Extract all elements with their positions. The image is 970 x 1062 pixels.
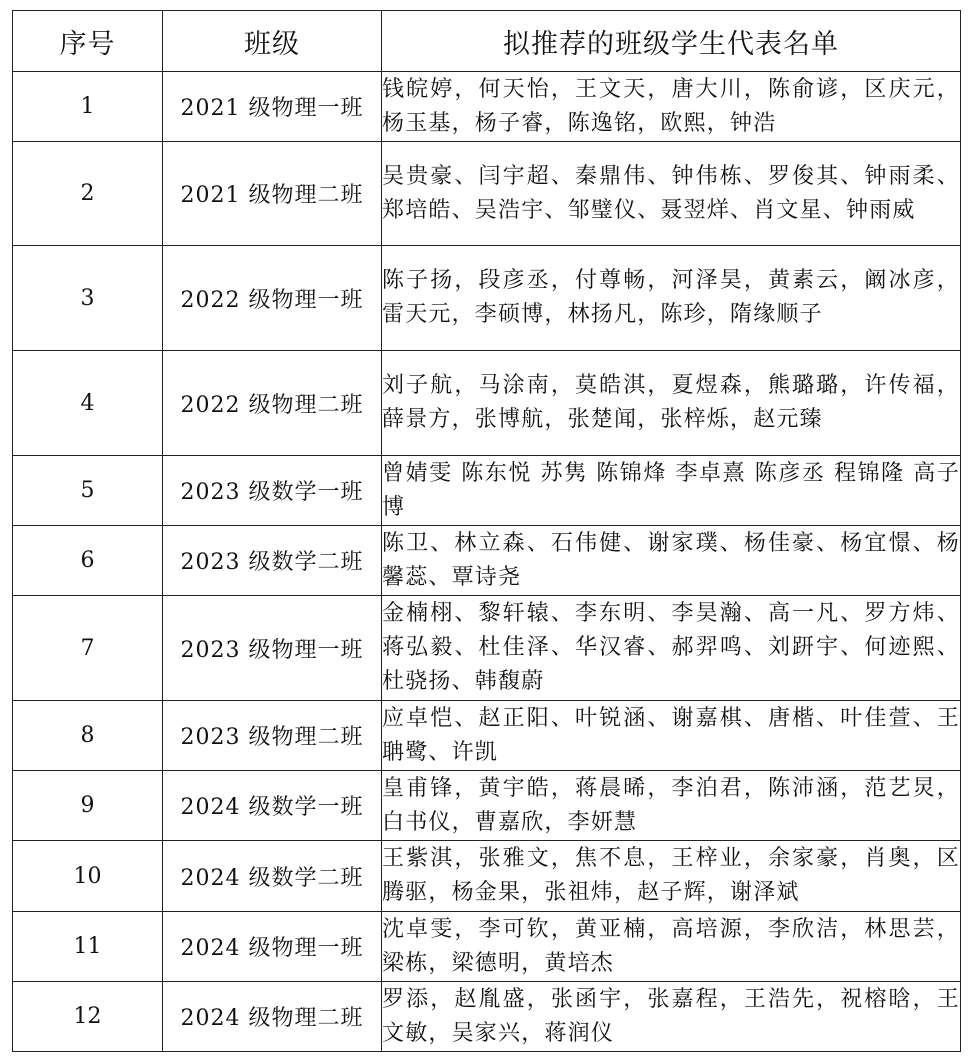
row-number: 6 [13,526,163,596]
table-row [13,982,961,1052]
table-row [13,526,961,596]
table-row [13,771,961,841]
table-row [13,246,961,351]
row-class: 2023 级物理二班 [163,701,382,771]
row-names: 曾婧雯 陈东悦 苏隽 陈锦烽 李卓熹 陈彦丞 程锦隆 高子博 [382,456,961,526]
row-class: 2024 级物理二班 [163,982,382,1052]
row-class: 2024 级数学一班 [163,771,382,841]
student-representatives-table [12,10,961,1052]
row-number: 8 [13,701,163,771]
table-row [13,912,961,982]
row-class: 2021 级物理二班 [163,142,382,246]
row-number: 7 [13,596,163,701]
row-names: 金楠栩、黎轩辕、李东明、李昊瀚、高一凡、罗方炜、蒋弘毅、杜佳泽、华汉睿、郝羿鸣、刘趼宇、何迹熙、杜骁扬、韩馥蔚 [382,596,961,701]
row-class: 2023 级物理一班 [163,596,382,701]
header-class: 班级 [163,11,382,72]
row-class: 2022 级物理二班 [163,351,382,456]
row-names: 皇甫锋，黄宇皓，蒋晨晞，李泊君，陈沛涵，范艺炅，白书仪，曹嘉欣，李妍慧 [382,771,961,841]
row-class: 2023 级数学一班 [163,456,382,526]
row-names: 陈子扬，段彦丞，付尊畅，河泽昊，黄素云，阚冰彦，雷天元，李硕博，林扬凡，陈珍，隋缘顺子 [382,246,961,351]
row-number: 2 [13,142,163,246]
row-number: 4 [13,351,163,456]
row-number: 3 [13,246,163,351]
table-row [13,841,961,912]
row-number: 1 [13,72,163,142]
row-number: 12 [13,982,163,1052]
header-recommended-names: 拟推荐的班级学生代表名单 [382,11,961,72]
row-names: 刘子航，马涂南，莫皓淇，夏煜森，熊璐璐，许传福，薛景方，张博航，张楚闻，张梓烁，赵元臻 [382,351,961,456]
row-names: 罗添，赵胤盛，张函宇，张嘉程，王浩先，祝榕晗，王文敏，吴家兴，蒋润仪 [382,982,961,1052]
table-row [13,72,961,142]
row-class: 2023 级数学二班 [163,526,382,596]
table-row [13,142,961,246]
row-number: 10 [13,841,163,912]
table-row [13,351,961,456]
row-class: 2024 级物理一班 [163,912,382,982]
row-number: 5 [13,456,163,526]
row-names: 应卓恺、赵正阳、叶锐涵、谢嘉棋、唐楷、叶佳萱、王聃鹭、许凯 [382,701,961,771]
table-row [13,701,961,771]
row-class: 2024 级数学二班 [163,841,382,912]
row-number: 9 [13,771,163,841]
table-row [13,596,961,701]
row-names: 陈卫、林立森、石伟健、谢家璞、杨佳豪、杨宜憬、杨馨蕊、覃诗尧 [382,526,961,596]
table-row [13,456,961,526]
row-number: 11 [13,912,163,982]
header-row [13,11,961,72]
row-names: 钱皖婷，何天怡，王文天，唐大川，陈俞谚，区庆元，杨玉基，杨子睿，陈逸铭，欧熙，钟浩 [382,72,961,142]
header-serial-number: 序号 [13,11,163,72]
row-class: 2022 级物理一班 [163,246,382,351]
row-names: 吴贵豪、闫宇超、秦鼎伟、钟伟栋、罗俊其、钟雨柔、郑培皓、吴浩宇、邹璧仪、聂翌烊、肖文星、钟雨威 [382,142,961,246]
row-class: 2021 级物理一班 [163,72,382,142]
row-names: 沈卓雯，李可钦，黄亚楠，高培源，李欣洁，林思芸，梁栋，梁德明，黄培杰 [382,912,961,982]
row-names: 王紫淇，张雅文，焦不息，王梓业，余家豪，肖奥，区腾驱，杨金果，张祖炜，赵子辉，谢泽斌 [382,841,961,912]
